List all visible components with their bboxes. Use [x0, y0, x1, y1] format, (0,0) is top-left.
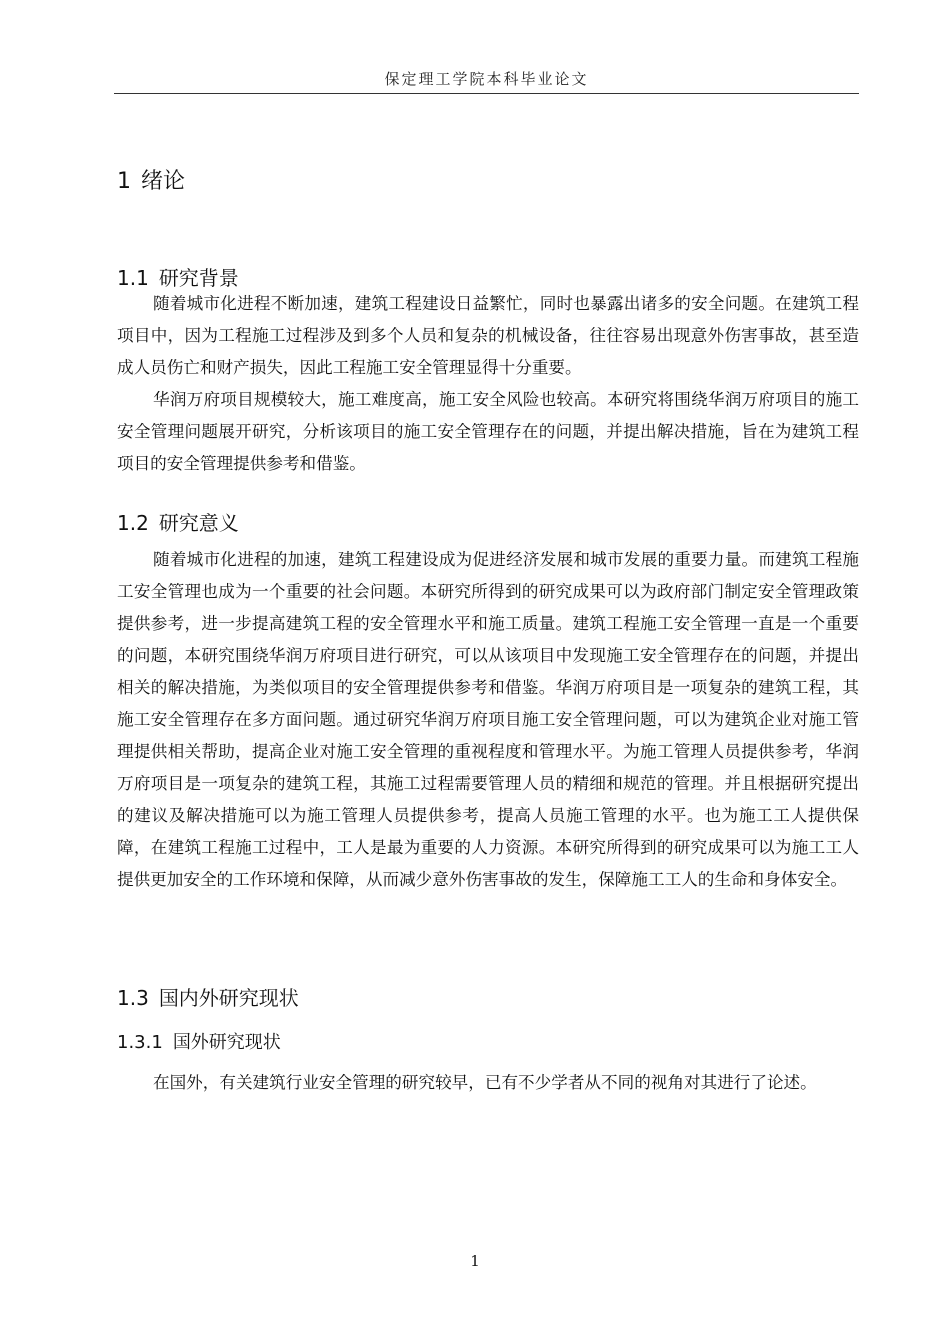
running-header: 保定理工学院本科毕业论文 [384, 70, 589, 88]
section-title: 研究意义 [158, 511, 239, 535]
section-number: 1.2 [117, 511, 149, 535]
chapter-number: 1 [117, 169, 131, 194]
section-heading-1-1 [117, 262, 239, 291]
section-heading-1-2 [117, 507, 239, 536]
section-title: 国内外研究现状 [158, 986, 299, 1010]
paragraph: 随着城市化进程的加速，建筑工程建设成为促进经济发展和城市发展的重要力量。而建筑工程施工安全管理也成为一个重要的社会问题。本研究所得到的研究成果可以为政府部门制定安全管理政策提供参考，进一步提高建筑工程的安全管理水平和施工质量。建筑工程施工安全管理一直是一个重要的问题，本研究围绕华润万府项目进行研究，可以从该项目中发现施工安全管理存在的问题，并提出相关的解决措施，为类似项目的安全管理提供参考和借鉴。华润万府项目是一项复杂的建筑工程，其施工安全管理存在多方面问题。通过研究华润万府项目施工安全管理问题，可以为建筑企业对施工管理提供相关帮助，提高企业对施工安全管理的重视程度和管理水平。为施工管理人员提供参考，华润万府项目是一项复杂的建筑工程，其施工过程需要管理人员的精细和规范的管理。并且根据研究提出的建议及解决措施可以为施工管理人员提供参考，提高人员施工管理的水平。也为施工工人提供保障，在建筑工程施工过程中，工人是最为重要的人力资源。本研究所得到的研究成果可以为施工工人提供更加安全的工作环境和保障，从而减少意外伤害事故的发生，保障施工工人的生命和身体安全。 [117, 550, 859, 889]
paragraph: 随着城市化进程不断加速，建筑工程建设日益繁忙，同时也暴露出诸多的安全问题。在建筑工程项目中，因为工程施工过程涉及到多个人员和复杂的机械设备，往往容易出现意外伤害事故，甚至造成人员伤亡和财产损失，因此工程施工安全管理显得十分重要。 [117, 294, 859, 377]
section-number: 1.3 [117, 986, 149, 1010]
section-title: 研究背景 [158, 266, 239, 290]
subsection-title: 国外研究现状 [172, 1032, 281, 1053]
paragraph: 华润万府项目规模较大，施工难度高，施工安全风险也较高。本研究将围绕华润万府项目的施工安全管理问题展开研究，分析该项目的施工安全管理存在的问题，并提出解决措施，旨在为建筑工程项目的安全管理提供参考和借鉴。 [117, 390, 859, 473]
section-number: 1.1 [117, 266, 149, 290]
subsection-heading-1-3-1 [117, 1028, 281, 1054]
chapter-title: 绪论 [141, 169, 186, 194]
chapter-heading [117, 164, 185, 195]
page-number: 1 [470, 1252, 480, 1270]
header-rule [114, 93, 859, 94]
section-heading-1-3 [117, 982, 299, 1011]
subsection-number: 1.3.1 [117, 1032, 163, 1053]
paragraph: 在国外，有关建筑行业安全管理的研究较早，已有不少学者从不同的视角对其进行了论述。 [153, 1073, 817, 1092]
